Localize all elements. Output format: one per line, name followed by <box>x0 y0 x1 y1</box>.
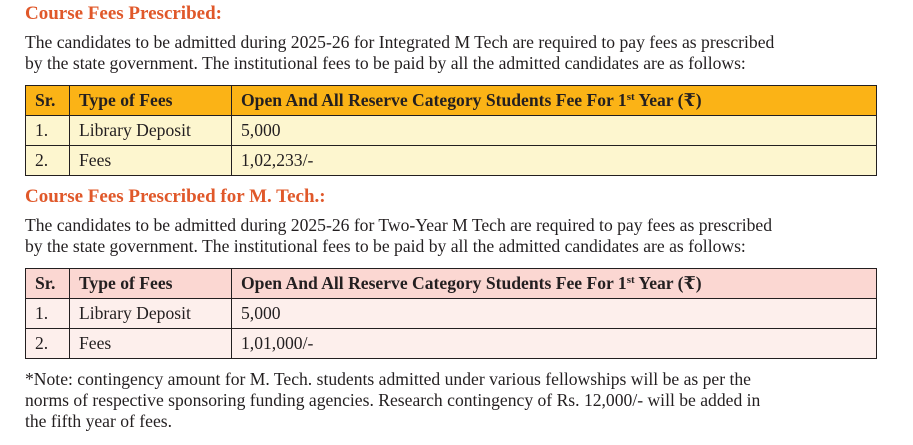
section1-fees-table <box>25 85 877 176</box>
cell-type: Library Deposit <box>70 116 232 146</box>
cell-amount: 1,01,000/- <box>232 329 877 359</box>
table-row <box>26 146 877 176</box>
note-line: *Note: contingency amount for M. Tech. students admitted under various fellowships will be as per the <box>25 369 751 389</box>
header-sr: Sr. <box>26 269 70 299</box>
header-fee-suffix: Year (₹) <box>634 273 702 293</box>
header-fee-suffix: Year (₹) <box>634 90 702 110</box>
paragraph-line: by the state government. The institutional fees to be paid by all the admitted candidates are as follows: <box>25 53 746 73</box>
header-type-of-fees: Type of Fees <box>70 269 232 299</box>
cell-amount: 5,000 <box>232 116 877 146</box>
header-fee-text: Open And All Reserve Category Students Fee For 1 <box>241 273 627 293</box>
cell-sr: 1. <box>26 116 70 146</box>
cell-type: Library Deposit <box>70 299 232 329</box>
cell-sr: 2. <box>26 329 70 359</box>
header-sr: Sr. <box>26 86 70 116</box>
cell-amount: 5,000 <box>232 299 877 329</box>
section1-heading: Course Fees Prescribed: <box>25 3 222 24</box>
cell-type: Fees <box>70 146 232 176</box>
table-row <box>26 116 877 146</box>
header-fee-amount <box>232 86 877 116</box>
header-fee-text: Open And All Reserve Category Students Fee For 1 <box>241 90 627 110</box>
section1-paragraph <box>25 32 895 74</box>
header-fee-superscript: st <box>626 274 635 286</box>
paragraph-line: The candidates to be admitted during 2025-26 for Two-Year M Tech are required to pay fees as prescribed <box>25 215 772 235</box>
table-row <box>26 329 877 359</box>
header-type-of-fees: Type of Fees <box>70 86 232 116</box>
table-row <box>26 299 877 329</box>
footnote <box>25 369 895 432</box>
header-fee-superscript: st <box>626 91 635 103</box>
header-fee-amount <box>232 269 877 299</box>
note-line: norms of respective sponsoring funding agencies. Research contingency of Rs. 12,000/- will be added in <box>25 390 761 410</box>
cell-type: Fees <box>70 329 232 359</box>
section2-fees-table <box>25 268 877 359</box>
cell-amount: 1,02,233/- <box>232 146 877 176</box>
table-header-row <box>26 86 877 116</box>
section2-heading: Course Fees Prescribed for M. Tech.: <box>25 186 326 207</box>
section2-paragraph <box>25 215 895 257</box>
cell-sr: 1. <box>26 299 70 329</box>
paragraph-line: by the state government. The institutional fees to be paid by all the admitted candidates are as follows: <box>25 236 746 256</box>
note-line: the fifth year of fees. <box>25 411 173 431</box>
table-header-row <box>26 269 877 299</box>
cell-sr: 2. <box>26 146 70 176</box>
paragraph-line: The candidates to be admitted during 2025-26 for Integrated M Tech are required to pay fees as prescribed <box>25 32 775 52</box>
